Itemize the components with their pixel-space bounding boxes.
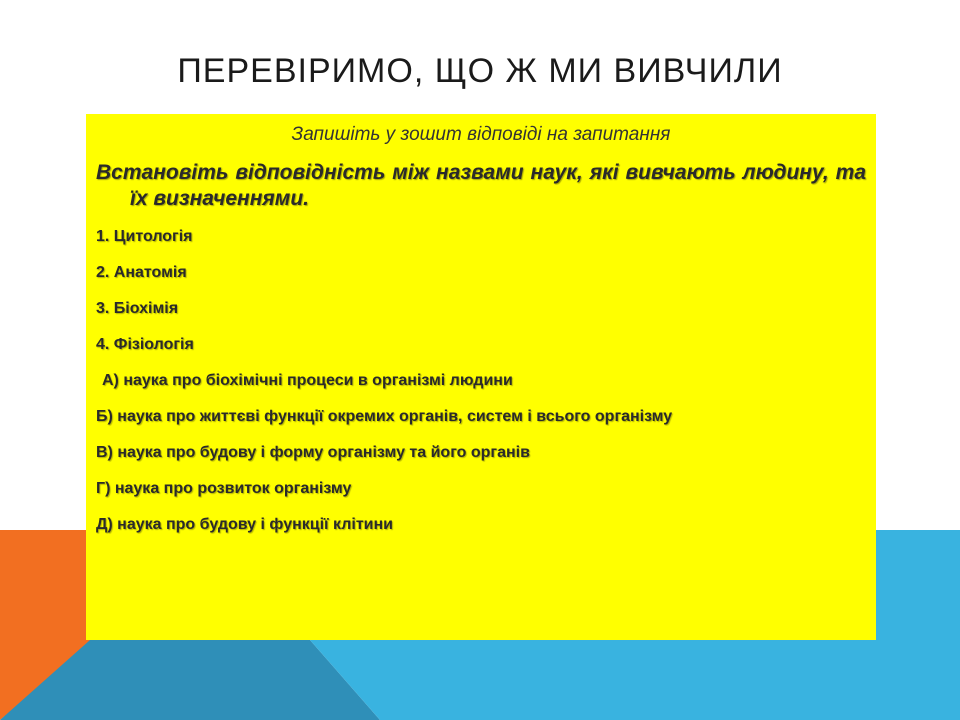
definition-item: Д) наука про будову і функції клітини [96, 516, 393, 533]
content-panel [86, 114, 876, 640]
instruction-text: Запишіть у зошит відповіді на запитання [291, 124, 671, 145]
science-item: 3. Біохімія [96, 300, 179, 317]
page-title: ПЕРЕВІРИМО, ЩО Ж МИ ВИВЧИЛИ [177, 52, 783, 90]
science-item: 2. Анатомія [96, 264, 187, 281]
definition-item: Г) наука про розвиток організму [96, 480, 352, 497]
definition-item: А) наука про біохімічні процеси в організмі людини [102, 372, 513, 389]
definition-item: Б) наука про життєві функції окремих органів, систем і всього організму [96, 408, 673, 425]
science-item: 1. Цитологія [96, 228, 193, 245]
definition-item: В) наука про будову і форму організму та його органів [96, 444, 530, 461]
task-text: Встановіть відповідність між назвами наук, які вивчають людину, та їх визначеннями. [96, 161, 866, 210]
science-item: 4. Фізіологія [96, 336, 194, 353]
